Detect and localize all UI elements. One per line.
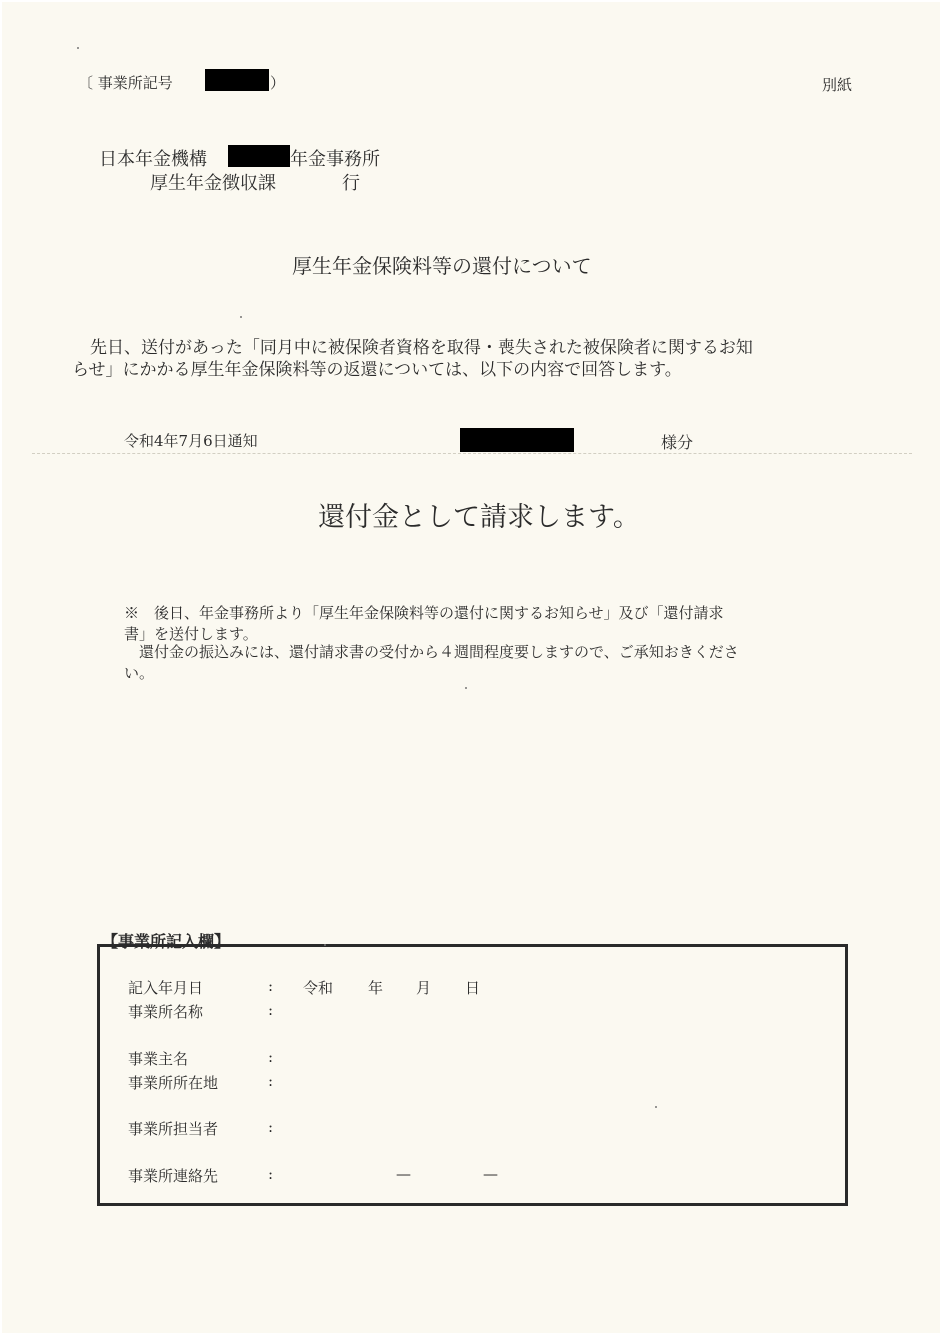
office-code-label: 〔 事業所記号 — [78, 74, 173, 92]
business-entry-form — [97, 944, 848, 1206]
document-title: 厚生年金保険料等の還付について — [292, 254, 592, 278]
phone-dash-2: — — [483, 1165, 498, 1183]
form-row-owner — [128, 1048, 828, 1068]
form-section-title: 【事業所記入欄】 — [102, 932, 231, 951]
date-era: 令和 — [303, 979, 334, 997]
addressee-recipient-suffix: 行 — [342, 173, 360, 194]
note-line-3: 還付金の振込みには、還付請求書の受付から４週間程度要しますので、ご承知おきくださ — [124, 643, 739, 661]
name-colon: : — [268, 1001, 274, 1019]
contact-person-colon: : — [268, 1118, 274, 1136]
date-day: 日 — [465, 979, 481, 997]
phone-dash-1: — — [396, 1165, 411, 1183]
addressee-org-suffix: 年金事務所 — [290, 149, 380, 170]
scan-speck — [77, 47, 79, 49]
note-line-1: ※ 後日、年金事務所より「厚生年金保険料等の還付に関するお知らせ」及び「還付請求 — [124, 604, 724, 622]
date-label: 記入年月日 — [128, 979, 204, 997]
form-row-phone — [128, 1165, 828, 1185]
date-colon: : — [268, 977, 274, 995]
address-label: 事業所所在地 — [128, 1074, 219, 1092]
form-row-date — [128, 977, 828, 997]
note-line-2: 書」を送付します。 — [124, 625, 258, 643]
office-name-redaction — [228, 145, 290, 167]
notice-date-label: 令和4年7月6日通知 — [124, 432, 258, 450]
owner-colon: : — [268, 1048, 274, 1066]
contact-person-label: 事業所担当者 — [128, 1120, 219, 1138]
addressee-department: 厚生年金徴収課 — [150, 173, 276, 194]
form-row-contact-person — [128, 1118, 828, 1138]
addressee-org-prefix: 日本年金機構 — [99, 149, 207, 170]
office-code-redaction — [205, 69, 269, 91]
scan-speck — [655, 1106, 657, 1108]
scan-dotted-line — [32, 453, 912, 454]
form-row-name — [128, 1001, 828, 1021]
owner-label: 事業主名 — [128, 1050, 189, 1068]
body-line-2: らせ」にかかる厚生年金保険料等の返還については、以下の内容で回答します。 — [72, 360, 682, 380]
scan-speck — [240, 316, 242, 318]
notice-suffix: 様分 — [661, 433, 694, 452]
phone-label: 事業所連絡先 — [128, 1167, 219, 1185]
form-row-address — [128, 1072, 828, 1092]
date-month: 月 — [416, 979, 432, 997]
insured-name-redaction — [460, 428, 574, 452]
address-colon: : — [268, 1072, 274, 1090]
date-year: 年 — [368, 979, 384, 997]
scan-speck — [324, 944, 326, 946]
note-line-4: い。 — [124, 664, 155, 682]
office-code-close: ） — [270, 74, 286, 92]
scan-speck — [465, 687, 467, 689]
document-page — [2, 2, 940, 1333]
attachment-label: 別紙 — [822, 76, 853, 94]
main-statement: 還付金として請求します。 — [318, 502, 640, 533]
phone-colon: : — [268, 1165, 274, 1183]
name-label: 事業所名称 — [128, 1003, 204, 1021]
body-line-1: 先日、送付があった「同月中に被保険者資格を取得・喪失された被保険者に関するお知 — [90, 338, 753, 358]
